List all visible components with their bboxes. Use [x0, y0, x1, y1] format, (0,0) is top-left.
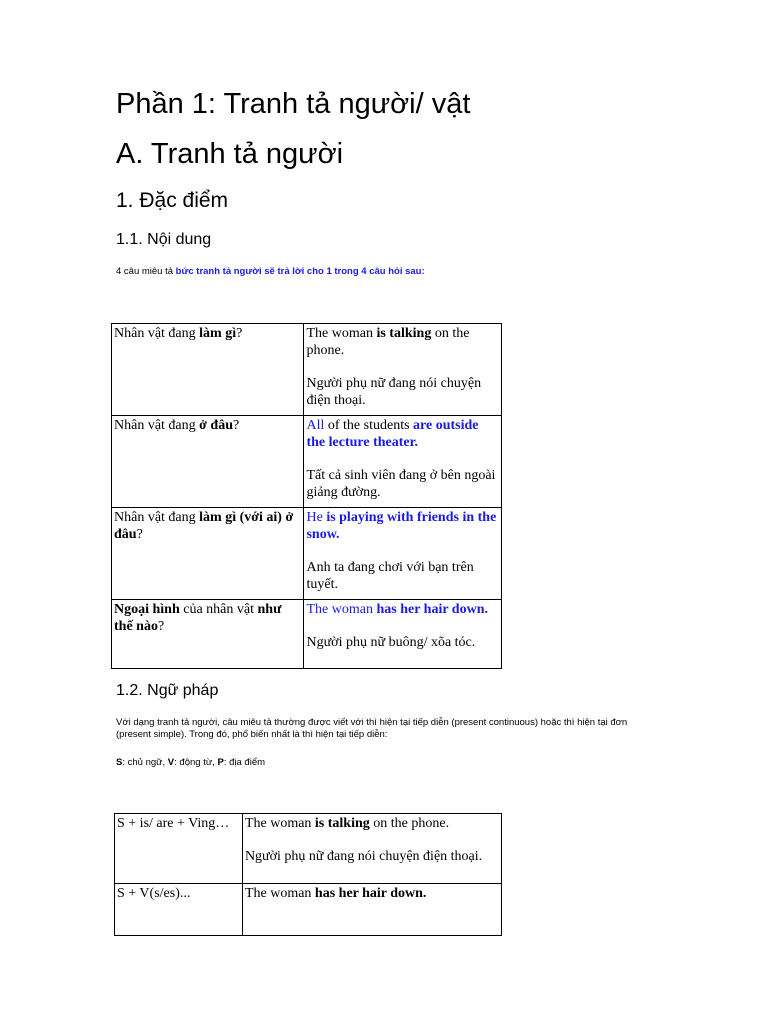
answer-cell: He is playing with friends in the snow. Anh ta đang chơi với bạn trên tuyết.	[304, 508, 502, 600]
formula-cell: S + V(s/es)...	[115, 884, 243, 936]
table-row	[112, 324, 502, 416]
table-row	[115, 884, 502, 936]
grammar-table	[114, 813, 502, 936]
grammar-legend: S: chủ ngữ, V: động từ, P: địa điểm	[116, 757, 266, 768]
example-cell: The woman is talking on the phone. Người phụ nữ đang nói chuyện điện thoại.	[242, 814, 501, 884]
answer-cell: The woman is talking on the phone. Người phụ nữ đang nói chuyện điện thoại.	[304, 324, 502, 416]
answer-cell: All of the students are outside the lecture theater. Tất cả sinh viên đang ở bên ngoài giảng đường.	[304, 416, 502, 508]
section-1-2-heading: 1.2. Ngữ pháp	[116, 682, 219, 699]
example-cell: The woman has her hair down.	[242, 884, 501, 936]
formula-cell: S + is/ are + Ving…	[115, 814, 243, 884]
table-row	[112, 416, 502, 508]
section-1-1-heading: 1.1. Nội dung	[116, 231, 212, 248]
grammar-note: Với dạng tranh tả người, câu miêu tả thường được viết với thì hiện tại tiếp diễn (present continuous) hoặc thì hiện tại đơn (present simple). Trong đó, phổ biến nhất là thì hiện tại tiếp diễn:	[116, 717, 628, 740]
questions-table	[111, 323, 502, 669]
table-row	[115, 814, 502, 884]
question-cell: Nhân vật đang ở đâu?	[112, 416, 304, 508]
intro-prefix: 4 câu miêu tả	[116, 266, 176, 277]
question-cell: Nhân vật đang làm gì (với ai) ở đâu?	[112, 508, 304, 600]
page-title: Phần 1: Tranh tả người/ vật	[116, 88, 471, 120]
intro-highlight: bức tranh tả người sẽ trả lời cho 1 trong 4 câu hỏi sau:	[175, 266, 425, 277]
intro-text	[116, 266, 425, 278]
section-a-heading: A. Tranh tả người	[116, 138, 344, 170]
question-cell: Ngoại hình của nhân vật như thế nào?	[112, 600, 304, 669]
section-1-heading: 1. Đặc điểm	[116, 189, 229, 212]
table-row	[112, 600, 502, 669]
answer-cell: The woman has her hair down. Người phụ nữ buông/ xõa tóc.	[304, 600, 502, 669]
question-cell: Nhân vật đang làm gì?	[112, 324, 304, 416]
table-row	[112, 508, 502, 600]
